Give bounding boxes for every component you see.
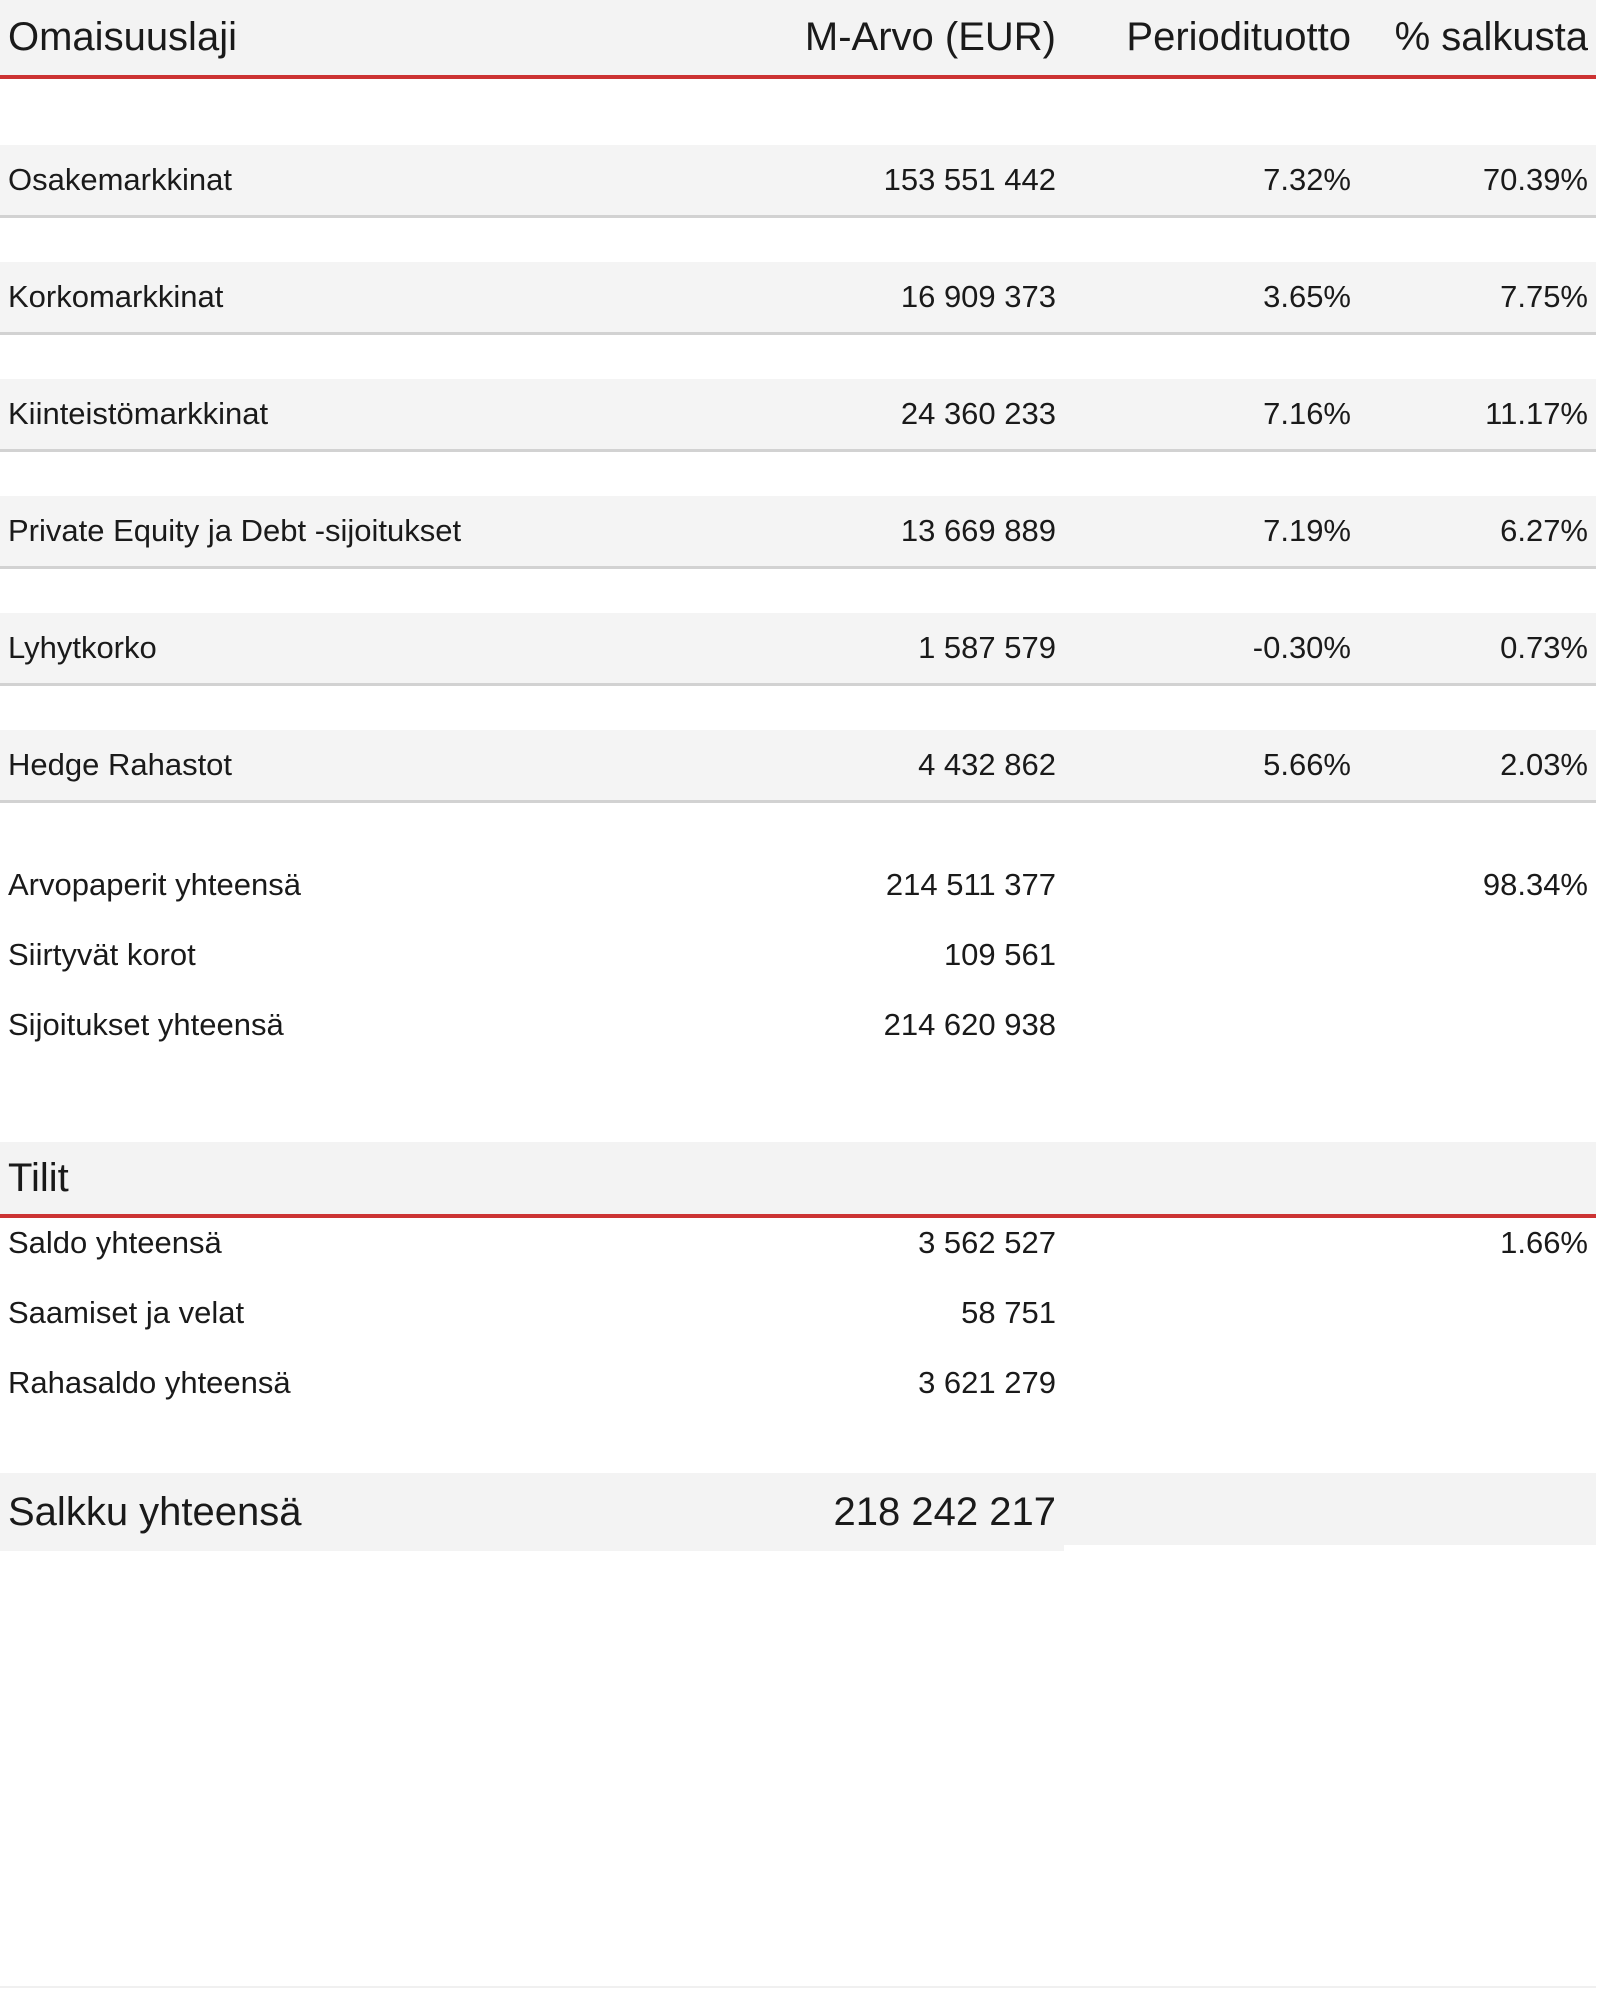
header-market-value: M-Arvo (EUR) (804, 15, 1056, 59)
header-asset-class: Omaisuuslaji (8, 15, 237, 59)
asset-share: 11.17% (1485, 396, 1588, 431)
summary-name: Arvopaperit yhteensä (8, 867, 301, 902)
asset-share: 7.75% (1500, 279, 1588, 314)
account-value: 3 621 279 (918, 1365, 1056, 1400)
asset-value: 13 669 889 (900, 513, 1056, 548)
asset-value: 4 432 862 (918, 747, 1056, 782)
asset-value: 24 360 233 (900, 396, 1056, 431)
portfolio-total-label: Salkku yhteensä (8, 1489, 302, 1534)
table-row (0, 496, 1596, 569)
asset-share: 6.27% (1500, 513, 1588, 548)
account-name: Saldo yhteensä (8, 1225, 222, 1260)
summary-share: 98.34% (1482, 867, 1588, 902)
table-row (0, 730, 1596, 803)
portfolio-total-value: 218 242 217 (833, 1489, 1056, 1534)
portfolio-total-row (0, 1473, 1596, 1551)
asset-name: Osakemarkkinat (8, 162, 232, 197)
account-row (0, 1278, 1596, 1348)
asset-share: 0.73% (1500, 630, 1588, 665)
asset-value: 153 551 442 (883, 162, 1056, 197)
summary-row (0, 990, 1596, 1060)
summary-value: 214 620 938 (883, 1007, 1056, 1042)
accounts-section-header (0, 1142, 1596, 1218)
asset-name: Kiinteistömarkkinat (8, 396, 269, 431)
asset-return: -0.30% (1252, 630, 1351, 665)
asset-share: 70.39% (1482, 162, 1588, 197)
asset-share: 2.03% (1500, 747, 1588, 782)
account-share: 1.66% (1500, 1225, 1588, 1260)
asset-name: Private Equity ja Debt -sijoitukset (8, 513, 462, 548)
asset-return: 7.19% (1263, 513, 1351, 548)
summary-value: 214 511 377 (885, 867, 1056, 902)
summary-name: Sijoitukset yhteensä (8, 1007, 284, 1042)
table-row (0, 145, 1596, 218)
asset-return: 7.16% (1263, 396, 1351, 431)
summary-row (0, 850, 1596, 920)
account-value: 3 562 527 (918, 1225, 1056, 1260)
table-row (0, 379, 1596, 452)
total-band-right (1064, 1473, 1596, 1545)
asset-return: 5.66% (1263, 747, 1351, 782)
asset-return: 7.32% (1263, 162, 1351, 197)
summary-value: 109 561 (943, 937, 1056, 972)
summary-row (0, 920, 1596, 990)
accounts-title: Tilit (8, 1155, 69, 1200)
asset-value: 1 587 579 (918, 630, 1056, 665)
header-period-return: Periodituotto (1126, 15, 1351, 59)
header-portfolio-share: % salkusta (1394, 15, 1588, 59)
asset-return: 3.65% (1263, 279, 1351, 314)
summary-name: Siirtyvät korot (8, 937, 196, 972)
page-bottom-divider (0, 1986, 1596, 1988)
account-name: Rahasaldo yhteensä (8, 1365, 291, 1400)
asset-name: Korkomarkkinat (8, 279, 224, 314)
table-row (0, 613, 1596, 686)
account-row (0, 1208, 1596, 1278)
table-row (0, 262, 1596, 335)
asset-name: Lyhytkorko (8, 630, 157, 665)
account-name: Saamiset ja velat (8, 1295, 245, 1330)
account-value: 58 751 (961, 1295, 1056, 1330)
table-header (0, 0, 1596, 79)
asset-value: 16 909 373 (900, 279, 1056, 314)
asset-name: Hedge Rahastot (8, 747, 233, 782)
account-row (0, 1348, 1596, 1418)
